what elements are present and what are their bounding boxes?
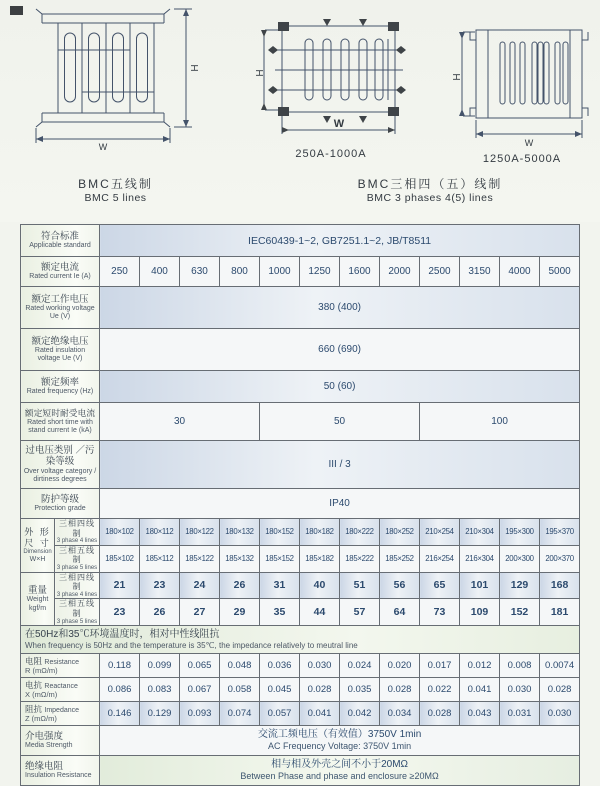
dim-h-label: H xyxy=(188,64,199,72)
value-cell: 0.065 xyxy=(180,654,220,678)
value-cell: 195×370 xyxy=(540,519,580,546)
drawing-250a-1000a xyxy=(255,18,407,144)
value-cell: 1000 xyxy=(260,257,300,287)
value-cell: 0.012 xyxy=(460,654,500,678)
value-cell: 0.057 xyxy=(260,702,300,726)
value-cell: 51 xyxy=(340,572,380,599)
row-applicable-standard xyxy=(21,225,580,257)
value-cell: 0.074 xyxy=(220,702,260,726)
value-cell: 44 xyxy=(300,599,340,626)
row-overvoltage xyxy=(21,441,580,489)
value-cell: 0.129 xyxy=(140,702,180,726)
caption-cn: BMC三相四（五）线制 xyxy=(357,177,503,191)
label-short-time-current: 额定短时耐受电流 Rated short time with stand current Ie (kA) xyxy=(21,403,100,441)
value-media-strength: 交流工频电压（有效值）3750V 1min AC Frequency Voltage: 3750V 1min xyxy=(100,726,580,756)
drawing-bmc-5-lines xyxy=(28,2,203,152)
value-rated-frequency: 50 (60) xyxy=(100,371,580,403)
label-reactance: 电抗 Reactance X (mΩ/m) xyxy=(21,678,100,702)
bmc-5-lines-diagram xyxy=(28,2,203,152)
value-overvoltage: III / 3 xyxy=(100,441,580,489)
value-cell: 216×304 xyxy=(460,545,500,572)
value-cell: 0.030 xyxy=(540,702,580,726)
value-cell: 0.045 xyxy=(260,678,300,702)
value-cell: 200×370 xyxy=(540,545,580,572)
value-protection: IP40 xyxy=(100,489,580,519)
row-rated-frequency xyxy=(21,371,580,403)
label-rated-frequency: 额定频率 Rated frequency (Hz) xyxy=(21,371,100,403)
value-cell: 800 xyxy=(220,257,260,287)
dim-w-label: W xyxy=(524,138,534,148)
value-cell: 109 xyxy=(460,599,500,626)
row-dimension-4lines xyxy=(21,519,580,546)
busway-1250-5000-diagram xyxy=(452,24,592,148)
row-reactance xyxy=(21,678,580,702)
label-overvoltage: 过电压类别 ／污染等级 Over voltage category / dirtiness degrees xyxy=(21,441,100,489)
impedance-note: 在50Hz和35℃环境温度时，相对中性线阻抗 When frequency is 50Hz and the temperature is 35℃, the impedance relatively to meutral line xyxy=(21,626,580,654)
label-applicable-standard: 符合标准 Applicable standard xyxy=(21,225,100,257)
value-cell: 31 xyxy=(260,572,300,599)
value-cell: 3150 xyxy=(460,257,500,287)
range-1250a-5000a: 1250A-5000A xyxy=(482,153,562,165)
value-rated-insulation-voltage: 660 (690) xyxy=(100,329,580,371)
value-cell: 5000 xyxy=(540,257,580,287)
value-cell: 180×182 xyxy=(300,519,340,546)
value-cell: 24 xyxy=(180,572,220,599)
value-cell: 180×122 xyxy=(180,519,220,546)
value-cell: 0.022 xyxy=(420,678,460,702)
value-cell: 200×300 xyxy=(500,545,540,572)
value-cell: 64 xyxy=(380,599,420,626)
drawing-1250a-5000a xyxy=(452,24,592,148)
value-cell: 210×254 xyxy=(420,519,460,546)
value-cell: 0.048 xyxy=(220,654,260,678)
value-cell: 250 xyxy=(100,257,140,287)
value-cell: 180×132 xyxy=(220,519,260,546)
value-insulation-resistance: 相与相及外壳之间不小于20MΩ Between Phase and phase and enclosure ≥20MΩ xyxy=(100,756,580,786)
value-cell: 35 xyxy=(260,599,300,626)
caption-bmc-5-lines xyxy=(28,177,203,205)
label-insulation-resistance: 绝缘电阻 Insulation Resistance xyxy=(21,756,100,786)
value-cell: 0.067 xyxy=(180,678,220,702)
value-cell: 4000 xyxy=(500,257,540,287)
value-cell: 2500 xyxy=(420,257,460,287)
value-short-time-100: 100 xyxy=(420,403,580,441)
value-cell: 0.035 xyxy=(340,678,380,702)
value-cell: 0.041 xyxy=(300,702,340,726)
value-cell: 180×112 xyxy=(140,519,180,546)
row-impedance-note xyxy=(21,626,580,654)
value-cell: 180×252 xyxy=(380,519,420,546)
row-short-time-current xyxy=(21,403,580,441)
row-weight-5lines xyxy=(21,599,580,626)
value-cell: 0.028 xyxy=(420,702,460,726)
value-cell: 1250 xyxy=(300,257,340,287)
row-resistance xyxy=(21,654,580,678)
value-cell: 0.024 xyxy=(340,654,380,678)
value-cell: 181 xyxy=(540,599,580,626)
value-cell: 0.083 xyxy=(140,678,180,702)
value-cell: 195×300 xyxy=(500,519,540,546)
registration-mark xyxy=(10,6,23,15)
value-cell: 101 xyxy=(460,572,500,599)
value-cell: 21 xyxy=(100,572,140,599)
value-cell: 29 xyxy=(220,599,260,626)
sublabel-3phase-5lines: 三相五线制 3 phase 5 lines xyxy=(55,599,100,626)
value-cell: 185×112 xyxy=(140,545,180,572)
value-cell: 0.099 xyxy=(140,654,180,678)
value-cell: 180×222 xyxy=(340,519,380,546)
row-rated-insulation-voltage xyxy=(21,329,580,371)
value-cell: 57 xyxy=(340,599,380,626)
sublabel-3phase-4lines: 三相四线制 3 phase 4 lines xyxy=(55,519,100,546)
value-cell: 152 xyxy=(500,599,540,626)
value-cell: 65 xyxy=(420,572,460,599)
dim-h-label: H xyxy=(452,73,463,81)
label-rated-working-voltage: 额定工作电压 Rated working voltage Ue (V) xyxy=(21,287,100,329)
value-cell: 40 xyxy=(300,572,340,599)
sublabel-3phase-5lines: 三相五线制 3 phase 5 lines xyxy=(55,545,100,572)
label-dimension: 外 形 尺 寸 Dimension W×H xyxy=(21,519,55,573)
value-cell: 0.008 xyxy=(500,654,540,678)
row-protection xyxy=(21,489,580,519)
caption-bmc-3-phases xyxy=(300,177,560,205)
value-cell: 210×304 xyxy=(460,519,500,546)
value-cell: 0.031 xyxy=(500,702,540,726)
value-cell: 0.146 xyxy=(100,702,140,726)
dim-h-label: H xyxy=(255,69,266,77)
value-cell: 185×122 xyxy=(180,545,220,572)
value-cell: 180×102 xyxy=(100,519,140,546)
caption-cn: BMC五线制 xyxy=(78,177,153,191)
label-rated-insulation-voltage: 额定绝缘电压 Rated insulation voltage Ue (V) xyxy=(21,329,100,371)
value-cell: 400 xyxy=(140,257,180,287)
value-cell: 26 xyxy=(220,572,260,599)
value-cell: 216×254 xyxy=(420,545,460,572)
value-applicable-standard: IEC60439-1~2, GB7251.1~2, JB/T8511 xyxy=(100,225,580,257)
value-cell: 0.043 xyxy=(460,702,500,726)
value-cell: 1600 xyxy=(340,257,380,287)
value-cell: 0.028 xyxy=(300,678,340,702)
value-cell: 630 xyxy=(180,257,220,287)
value-cell: 23 xyxy=(100,599,140,626)
range-250a-1000a: 250A-1000A xyxy=(295,148,367,160)
label-impedance: 阻抗 Impedance Z (mΩ/m) xyxy=(21,702,100,726)
value-rated-working-voltage: 380 (400) xyxy=(100,287,580,329)
sublabel-3phase-4lines: 三相四线制 3 phase 4 lines xyxy=(55,572,100,599)
caption-en: BMC 3 phases 4(5) lines xyxy=(366,192,494,204)
spec-table xyxy=(20,224,580,786)
value-cell: 185×222 xyxy=(340,545,380,572)
drawings-section xyxy=(0,0,600,222)
value-cell: 0.036 xyxy=(260,654,300,678)
value-cell: 0.030 xyxy=(500,678,540,702)
row-media-strength xyxy=(21,726,580,756)
value-cell: 0.028 xyxy=(380,678,420,702)
dim-w-label: W xyxy=(333,118,345,130)
value-cell: 185×132 xyxy=(220,545,260,572)
value-cell: 23 xyxy=(140,572,180,599)
value-short-time-50: 50 xyxy=(260,403,420,441)
row-dimension-5lines xyxy=(21,545,580,572)
dim-w-label: W xyxy=(98,142,108,152)
row-impedance xyxy=(21,702,580,726)
value-cell: 56 xyxy=(380,572,420,599)
value-cell: 168 xyxy=(540,572,580,599)
label-resistance: 电阻 Resistance R (mΩ/m) xyxy=(21,654,100,678)
label-media-strength: 介电强度 Media Strength xyxy=(21,726,100,756)
value-cell: 0.028 xyxy=(540,678,580,702)
value-cell: 0.058 xyxy=(220,678,260,702)
value-cell: 26 xyxy=(140,599,180,626)
row-weight-4lines xyxy=(21,572,580,599)
busway-250-1000-diagram xyxy=(255,18,407,144)
value-cell: 0.017 xyxy=(420,654,460,678)
value-cell: 185×252 xyxy=(380,545,420,572)
value-cell: 185×102 xyxy=(100,545,140,572)
row-rated-working-voltage xyxy=(21,287,580,329)
value-cell: 73 xyxy=(420,599,460,626)
value-cell: 0.042 xyxy=(340,702,380,726)
value-cell: 0.020 xyxy=(380,654,420,678)
value-cell: 0.086 xyxy=(100,678,140,702)
row-insulation-resistance xyxy=(21,756,580,786)
value-cell: 129 xyxy=(500,572,540,599)
label-protection: 防护等级 Protection grade xyxy=(21,489,100,519)
value-cell: 185×152 xyxy=(260,545,300,572)
value-cell: 180×152 xyxy=(260,519,300,546)
value-cell: 0.041 xyxy=(460,678,500,702)
value-cell: 2000 xyxy=(380,257,420,287)
value-cell: 0.030 xyxy=(300,654,340,678)
value-short-time-30: 30 xyxy=(100,403,260,441)
value-cell: 0.0074 xyxy=(540,654,580,678)
label-weight: 重量 Weight kgf/m xyxy=(21,572,55,626)
value-cell: 0.118 xyxy=(100,654,140,678)
value-cell: 0.093 xyxy=(180,702,220,726)
value-cell: 0.034 xyxy=(380,702,420,726)
caption-en: BMC 5 lines xyxy=(84,192,147,204)
label-rated-current: 额定电流 Rated current Ie (A) xyxy=(21,257,100,287)
value-cell: 27 xyxy=(180,599,220,626)
row-rated-current xyxy=(21,257,580,287)
value-cell: 185×182 xyxy=(300,545,340,572)
